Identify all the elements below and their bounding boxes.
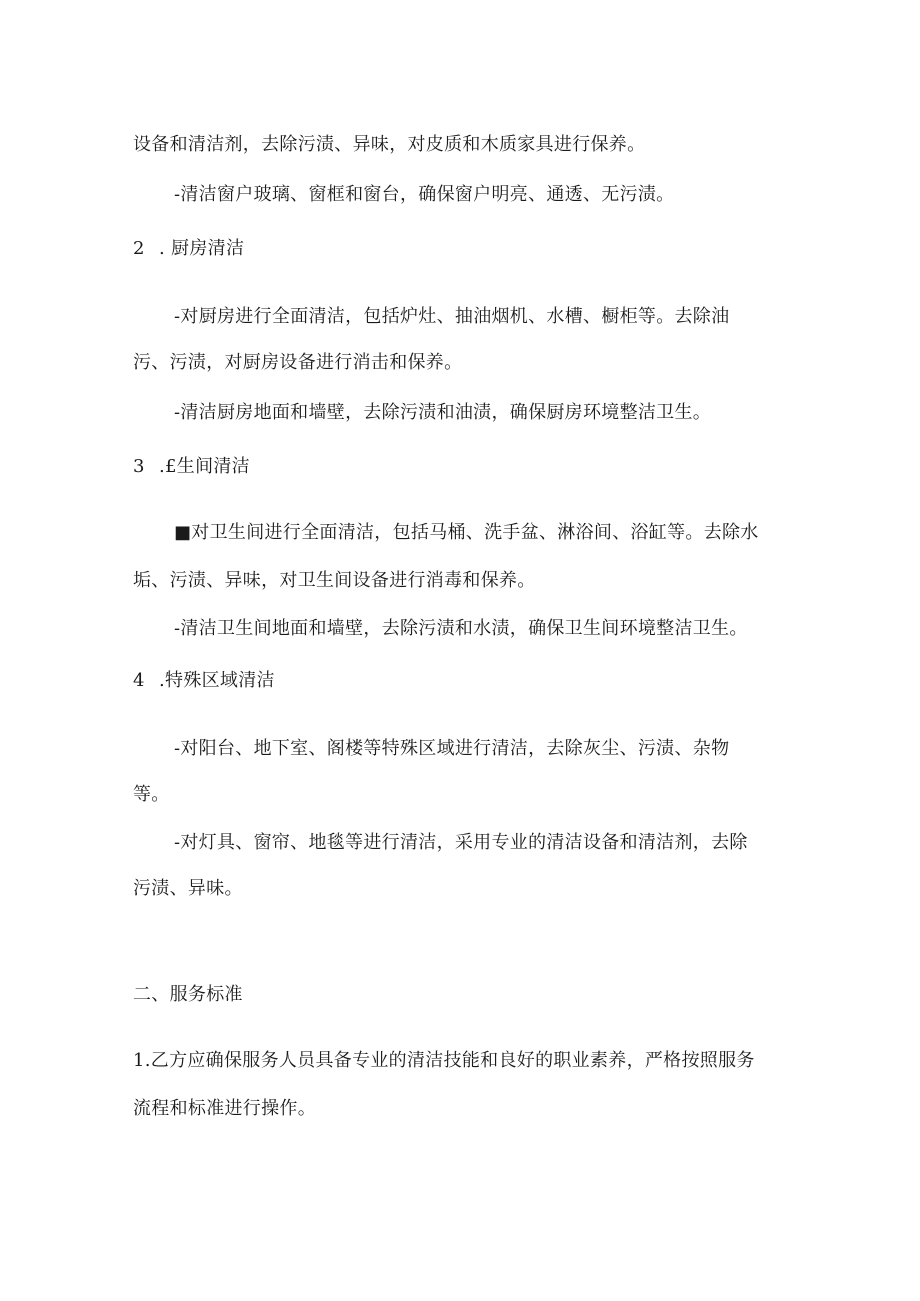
- text-line: 等。: [133, 784, 170, 805]
- text-line: [174, 306, 729, 328]
- text-line: 流程和标准进行操作。: [133, 1098, 316, 1119]
- heading-text: .特殊区域清洁: [159, 670, 275, 691]
- heading-number: 2: [133, 238, 145, 259]
- heading-text: .£生间清洁: [159, 456, 250, 477]
- text-line: -清洁厨房地面和墙壁，去除污渍和油渍，确保厨房环境整洁卫生。: [174, 402, 712, 423]
- text-line: 污渍、异味。: [133, 878, 243, 899]
- text-line: 污、污渍，对厨房设备进行消击和保养。: [133, 352, 463, 373]
- chapter-heading: 二、服务标准: [133, 984, 243, 1005]
- text-line: -对阳台、地下室、阁楼等特殊区域进行清洁，去除灰尘、污渍、杂物: [174, 738, 730, 759]
- text-line: 设备和清洁剂，去除污渍、异味，对皮质和木质家具进行保养。: [133, 134, 646, 155]
- heading-number: 4: [133, 670, 145, 691]
- heading-text: . 厨房清洁: [159, 238, 245, 259]
- text-line: -对灯具、窗帘、地毯等进行清洁，采用专业的清洁设备和清洁剂，去除: [174, 832, 748, 853]
- text-line: 垢、污渍、异味，对卫生间设备进行消毒和保养。: [133, 570, 536, 591]
- section-heading-kitchen: [133, 238, 244, 260]
- heading-number: 3: [133, 456, 145, 477]
- text-line: 1.乙方应确保服务人员具备专业的清洁技能和良好的职业素养，严格按照服务: [133, 1050, 755, 1071]
- section-heading-bathroom: [133, 456, 250, 478]
- section-heading-special: [133, 670, 275, 692]
- dash-marker: -: [174, 306, 181, 327]
- text-line: -清洁卫生间地面和墙壁，去除污渍和水渍，确保卫生间环境整洁卫生。: [174, 618, 748, 639]
- text-line: ■对卫生间进行全面清洁，包括马桶、洗手盆、淋浴间、浴缸等。去除水: [174, 522, 759, 543]
- text-line: -清洁窗户玻璃、窗框和窗台，确保窗户明亮、通透、无污渍。: [174, 184, 675, 205]
- text-span: 对厨房进行全面清洁，包括炉灶、抽油烟机、水槽、橱柜等。去除油: [180, 306, 730, 327]
